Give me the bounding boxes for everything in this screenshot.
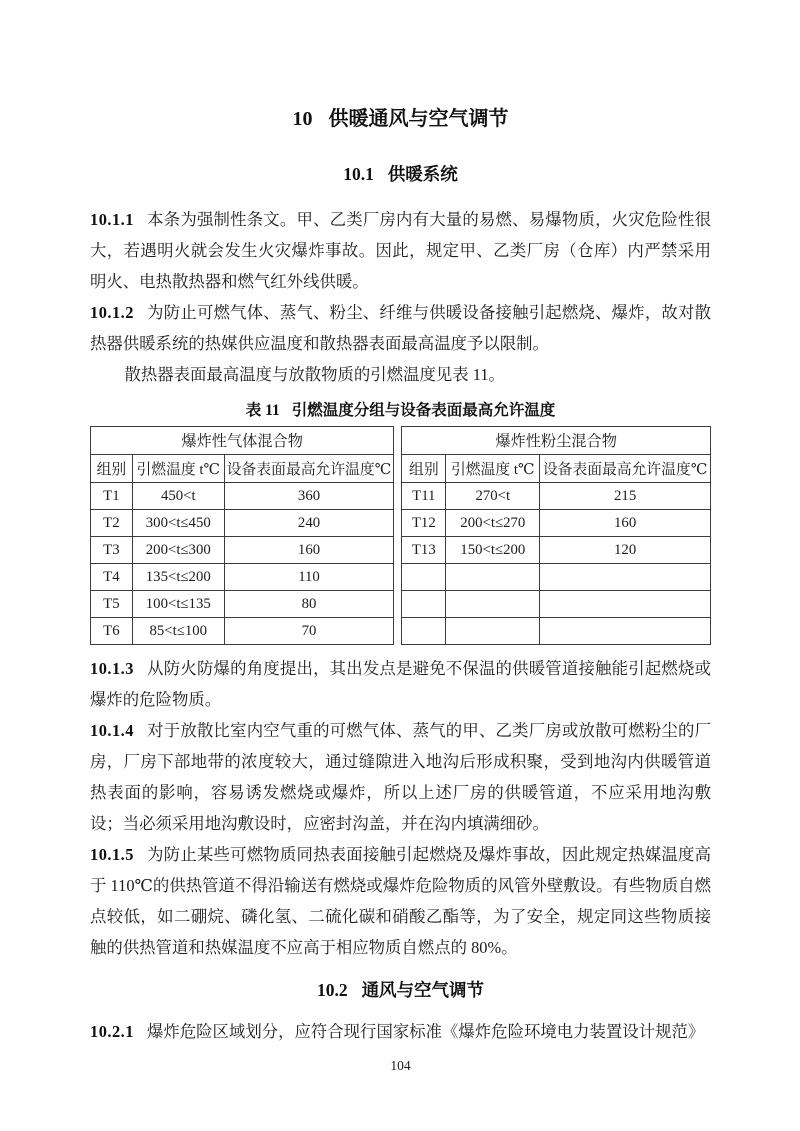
table-cell	[402, 618, 446, 645]
table-cell: 100<t≤135	[132, 591, 224, 618]
table-cell: T3	[91, 537, 133, 564]
table-caption	[90, 398, 711, 420]
table-row-empty	[402, 591, 711, 618]
table-group-header-row	[402, 427, 711, 455]
clause-10-1-5	[90, 839, 711, 963]
clause-number: 10.1.3	[90, 659, 134, 678]
table-cell	[540, 564, 711, 591]
col-header: 引燃温度 t℃	[132, 455, 224, 483]
table-row-empty	[402, 618, 711, 645]
table-cell: 240	[224, 510, 394, 537]
table-row	[402, 483, 711, 510]
table-group-header-row	[91, 427, 394, 455]
table-cell: T5	[91, 591, 133, 618]
table-cell	[446, 618, 540, 645]
section-number: 10.1	[343, 164, 374, 184]
table-cell: 360	[224, 483, 394, 510]
clause-10-2-1	[90, 1016, 711, 1047]
ignition-temperature-table	[90, 426, 711, 645]
clause-text: 为防止某些可燃物质同热表面接触引起燃烧及爆炸事故，因此规定热媒温度高于 110℃的供热管道不得沿输送有燃烧或爆炸危险物质的风管外壁敷设。有些物质自燃点较低，如二硼烷、磷化氢、二硫化碳和硝酸乙酯等，为了安全，规定同这些物质接触的供热管道和热媒温度不应高于相应物质自燃点的 80%。	[90, 845, 711, 957]
col-header: 设备表面最高允许温度℃	[540, 455, 711, 483]
table-cell: 300<t≤450	[132, 510, 224, 537]
table-cell: 150<t≤200	[446, 537, 540, 564]
chapter-number: 10	[292, 108, 313, 130]
dust-mixture-table	[401, 426, 711, 645]
table-cell: T4	[91, 564, 133, 591]
table-cell: 70	[224, 618, 394, 645]
section-number: 10.2	[316, 980, 348, 1000]
section-heading-10-2	[90, 977, 711, 1002]
table-cell: 200<t≤270	[446, 510, 540, 537]
gas-mixture-table	[90, 426, 394, 645]
table-cell: T12	[402, 510, 446, 537]
clause-number: 10.2.1	[90, 1022, 134, 1041]
col-header: 设备表面最高允许温度℃	[224, 455, 394, 483]
table-cell: 120	[540, 537, 711, 564]
table-row-empty	[402, 564, 711, 591]
clause-number: 10.1.2	[90, 303, 134, 322]
table-cell: T1	[91, 483, 133, 510]
table-cell: 85<t≤100	[132, 618, 224, 645]
chapter-title	[90, 102, 711, 131]
table-caption-label: 表 11	[245, 402, 280, 419]
table-cell	[540, 591, 711, 618]
table-cell: 450<t	[132, 483, 224, 510]
table-caption-title: 引燃温度分组与设备表面最高允许温度	[291, 402, 556, 419]
table-row	[91, 483, 394, 510]
table-row	[402, 510, 711, 537]
section-title-text: 供暖系统	[387, 164, 458, 184]
col-header: 组别	[402, 455, 446, 483]
table-cell	[540, 618, 711, 645]
table-cell	[402, 591, 446, 618]
table-cell	[402, 564, 446, 591]
clause-10-1-2-note: 散热器表面最高温度与放散物质的引燃温度见表 11。	[124, 365, 505, 384]
page-number: 104	[390, 1058, 411, 1073]
table-cell: 200<t≤300	[132, 537, 224, 564]
table-cell: 215	[540, 483, 711, 510]
table-cell: 135<t≤200	[132, 564, 224, 591]
table-row	[91, 564, 394, 591]
table-cell: 110	[224, 564, 394, 591]
table-cell: T6	[91, 618, 133, 645]
clause-10-1-3	[90, 653, 711, 715]
clause-text: 本条为强制性条文。甲、乙类厂房内有大量的易燃、易爆物质，火灾危险性很大，若遇明火就会发生火灾爆炸事故。因此，规定甲、乙类厂房（仓库）内严禁采用明火、电热散热器和燃气红外线供暖。	[90, 210, 711, 291]
table-row	[91, 591, 394, 618]
clause-number: 10.1.4	[90, 721, 134, 740]
clause-text: 为防止可燃气体、蒸气、粉尘、纤维与供暖设备接触引起燃烧、爆炸，故对散热器供暖系统的热媒供应温度和散热器表面最高温度予以限制。	[90, 303, 711, 353]
table-cell: 160	[540, 510, 711, 537]
clause-text: 对于放散比室内空气重的可燃气体、蒸气的甲、乙类厂房或放散可燃粉尘的厂房，厂房下部地带的浓度较大，通过缝隙进入地沟后形成积聚，受到地沟内供暖管道热表面的影响，容易诱发燃烧或爆炸，所以上述厂房的供暖管道，不应采用地沟敷设；当必须采用地沟敷设时，应密封沟盖，并在沟内填满细砂。	[90, 721, 711, 833]
table-row	[91, 537, 394, 564]
group-header: 爆炸性粉尘混合物	[402, 427, 711, 455]
clause-10-1-4	[90, 715, 711, 839]
table-row	[91, 618, 394, 645]
table-column-header-row	[91, 455, 394, 483]
table-cell: T13	[402, 537, 446, 564]
clause-10-1-2	[90, 297, 711, 359]
table-cell: 160	[224, 537, 394, 564]
section-heading-10-1	[90, 161, 711, 186]
table-column-header-row	[402, 455, 711, 483]
table-row	[91, 510, 394, 537]
clause-10-1-1	[90, 204, 711, 297]
table-cell	[446, 591, 540, 618]
table-row	[402, 537, 711, 564]
chapter-title-text: 供暖通风与空气调节	[328, 108, 509, 130]
section-title-text: 通风与空气调节	[361, 980, 485, 1000]
table-cell: T11	[402, 483, 446, 510]
clause-text: 从防火防爆的角度提出，其出发点是避免不保温的供暖管道接触能引起燃烧或爆炸的危险物质。	[90, 659, 711, 709]
table-cell	[446, 564, 540, 591]
table-cell: T2	[91, 510, 133, 537]
clause-number: 10.1.5	[90, 845, 134, 864]
table-cell: 270<t	[446, 483, 540, 510]
group-header: 爆炸性气体混合物	[91, 427, 394, 455]
clause-text: 爆炸危险区域划分，应符合现行国家标准《爆炸危险环境电力装置设计规范》	[146, 1022, 705, 1041]
table-cell: 80	[224, 591, 394, 618]
col-header: 组别	[91, 455, 133, 483]
col-header: 引燃温度 t℃	[446, 455, 540, 483]
clause-number: 10.1.1	[90, 210, 134, 229]
